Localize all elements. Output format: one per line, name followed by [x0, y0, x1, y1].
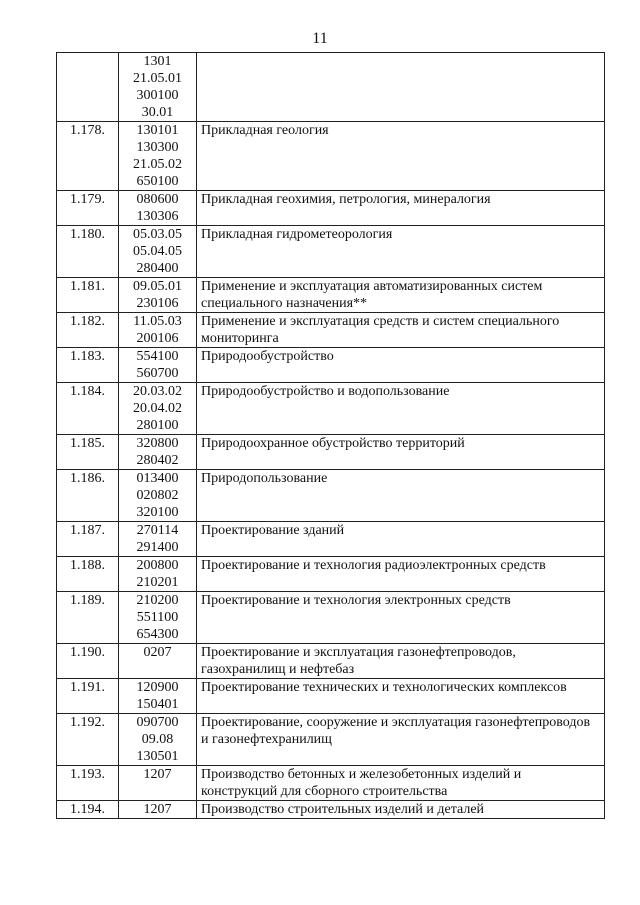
- specialty-name: Природоохранное обустройство территорий: [197, 435, 605, 470]
- row-codes: [119, 435, 197, 470]
- row-number: 1.188.: [57, 557, 119, 592]
- row-number: 1.192.: [57, 714, 119, 766]
- specialty-code: 130101: [136, 123, 179, 138]
- specialty-name: Проектирование, сооружение и эксплуатация газонефтепроводов и газонефтехранилищ: [197, 714, 605, 766]
- row-codes: [119, 470, 197, 522]
- specialty-code: 210201: [136, 575, 179, 590]
- specialty-code: 291400: [136, 540, 179, 555]
- specialty-code: 1207: [143, 767, 172, 782]
- row-codes: [119, 557, 197, 592]
- row-number: 1.193.: [57, 766, 119, 801]
- specialty-name: Производство строительных изделий и деталей: [197, 801, 605, 819]
- specialty-name: [197, 53, 605, 122]
- specialty-code: 1301: [143, 54, 172, 69]
- row-number: 1.183.: [57, 348, 119, 383]
- table-row: [57, 53, 605, 122]
- row-number: 1.181.: [57, 278, 119, 313]
- specialty-name: Проектирование и технология электронных средств: [197, 592, 605, 644]
- row-codes: [119, 278, 197, 313]
- specialty-code: 05.04.05: [133, 244, 182, 259]
- row-number: [57, 53, 119, 122]
- specialty-code: 0207: [143, 645, 172, 660]
- row-codes: [119, 313, 197, 348]
- row-codes: [119, 226, 197, 278]
- specialty-name: Прикладная гидрометеорология: [197, 226, 605, 278]
- table-row: [57, 313, 605, 348]
- row-codes: [119, 801, 197, 819]
- row-codes: [119, 348, 197, 383]
- row-number: 1.191.: [57, 679, 119, 714]
- row-codes: [119, 679, 197, 714]
- specialty-code: 1207: [143, 802, 172, 817]
- specialty-code: 09.08: [141, 732, 174, 747]
- specialty-name: Проектирование зданий: [197, 522, 605, 557]
- table-row: [57, 801, 605, 819]
- specialty-name: Прикладная геохимия, петрология, минералогия: [197, 191, 605, 226]
- specialty-table: [56, 52, 605, 819]
- table-row: [57, 383, 605, 435]
- specialty-code: 30.01: [141, 105, 174, 120]
- specialty-code: 560700: [136, 366, 179, 381]
- row-codes: [119, 644, 197, 679]
- table-row: [57, 766, 605, 801]
- specialty-code: 090700: [136, 715, 179, 730]
- specialty-code: 320100: [136, 505, 179, 520]
- specialty-code: 200106: [136, 331, 179, 346]
- specialty-name: Природообустройство и водопользование: [197, 383, 605, 435]
- page-number: 11: [312, 30, 328, 47]
- specialty-code: 120900: [136, 680, 179, 695]
- row-codes: [119, 714, 197, 766]
- row-number: 1.185.: [57, 435, 119, 470]
- specialty-code: 654300: [136, 627, 179, 642]
- row-number: 1.190.: [57, 644, 119, 679]
- specialty-code: 300100: [136, 88, 179, 103]
- specialty-code: 130501: [136, 749, 179, 764]
- specialty-code: 320800: [136, 436, 179, 451]
- row-number: 1.187.: [57, 522, 119, 557]
- specialty-name: Применение и эксплуатация средств и систем специального мониторинга: [197, 313, 605, 348]
- table-row: [57, 470, 605, 522]
- specialty-code: 20.04.02: [133, 401, 182, 416]
- specialty-code: 130300: [136, 140, 179, 155]
- row-codes: [119, 522, 197, 557]
- table-row: [57, 122, 605, 191]
- table-row: [57, 191, 605, 226]
- specialty-name: Проектирование и эксплуатация газонефтепроводов, газохранилищ и нефтебаз: [197, 644, 605, 679]
- specialty-name: Проектирование и технология радиоэлектронных средств: [197, 557, 605, 592]
- table-row: [57, 435, 605, 470]
- table-row: [57, 557, 605, 592]
- specialty-code: 280400: [136, 261, 179, 276]
- row-number: 1.184.: [57, 383, 119, 435]
- specialty-name: Природопользование: [197, 470, 605, 522]
- row-number: 1.182.: [57, 313, 119, 348]
- specialty-code: 551100: [136, 610, 179, 625]
- table-row: [57, 714, 605, 766]
- specialty-name: Природообустройство: [197, 348, 605, 383]
- specialty-name: Применение и эксплуатация автоматизированных систем специального назначения**: [197, 278, 605, 313]
- specialty-code: 080600: [136, 192, 179, 207]
- specialty-code: 554100: [136, 349, 179, 364]
- row-number: 1.186.: [57, 470, 119, 522]
- specialty-code: 150401: [136, 697, 179, 712]
- specialty-code: 013400: [136, 471, 179, 486]
- specialty-name: Проектирование технических и технологических комплексов: [197, 679, 605, 714]
- row-number: 1.194.: [57, 801, 119, 819]
- table-row: [57, 226, 605, 278]
- specialty-code: 11.05.03: [133, 314, 182, 329]
- specialty-code: 05.03.05: [133, 227, 182, 242]
- row-number: 1.180.: [57, 226, 119, 278]
- row-codes: [119, 191, 197, 226]
- specialty-code: 21.05.02: [133, 157, 182, 172]
- row-codes: [119, 122, 197, 191]
- specialty-code: 020802: [136, 488, 179, 503]
- table-row: [57, 679, 605, 714]
- specialty-code: 200800: [136, 558, 179, 573]
- table-row: [57, 522, 605, 557]
- row-codes: [119, 53, 197, 122]
- row-number: 1.189.: [57, 592, 119, 644]
- specialty-code: 09.05.01: [133, 279, 182, 294]
- row-codes: [119, 383, 197, 435]
- table-row: [57, 348, 605, 383]
- specialty-code: 21.05.01: [133, 71, 182, 86]
- specialty-code: 20.03.02: [133, 384, 182, 399]
- specialty-code: 280100: [136, 418, 179, 433]
- row-codes: [119, 592, 197, 644]
- table-row: [57, 278, 605, 313]
- specialty-code: 270114: [136, 523, 179, 538]
- specialty-table-body: [57, 53, 605, 819]
- specialty-name: Производство бетонных и железобетонных изделий и конструкций для сборного строительства: [197, 766, 605, 801]
- row-codes: [119, 766, 197, 801]
- specialty-code: 230106: [136, 296, 179, 311]
- table-row: [57, 644, 605, 679]
- specialty-code: 130306: [136, 209, 179, 224]
- specialty-code: 210200: [136, 593, 179, 608]
- table-row: [57, 592, 605, 644]
- specialty-code: 280402: [136, 453, 179, 468]
- specialty-name: Прикладная геология: [197, 122, 605, 191]
- row-number: 1.178.: [57, 122, 119, 191]
- specialty-code: 650100: [136, 174, 179, 189]
- row-number: 1.179.: [57, 191, 119, 226]
